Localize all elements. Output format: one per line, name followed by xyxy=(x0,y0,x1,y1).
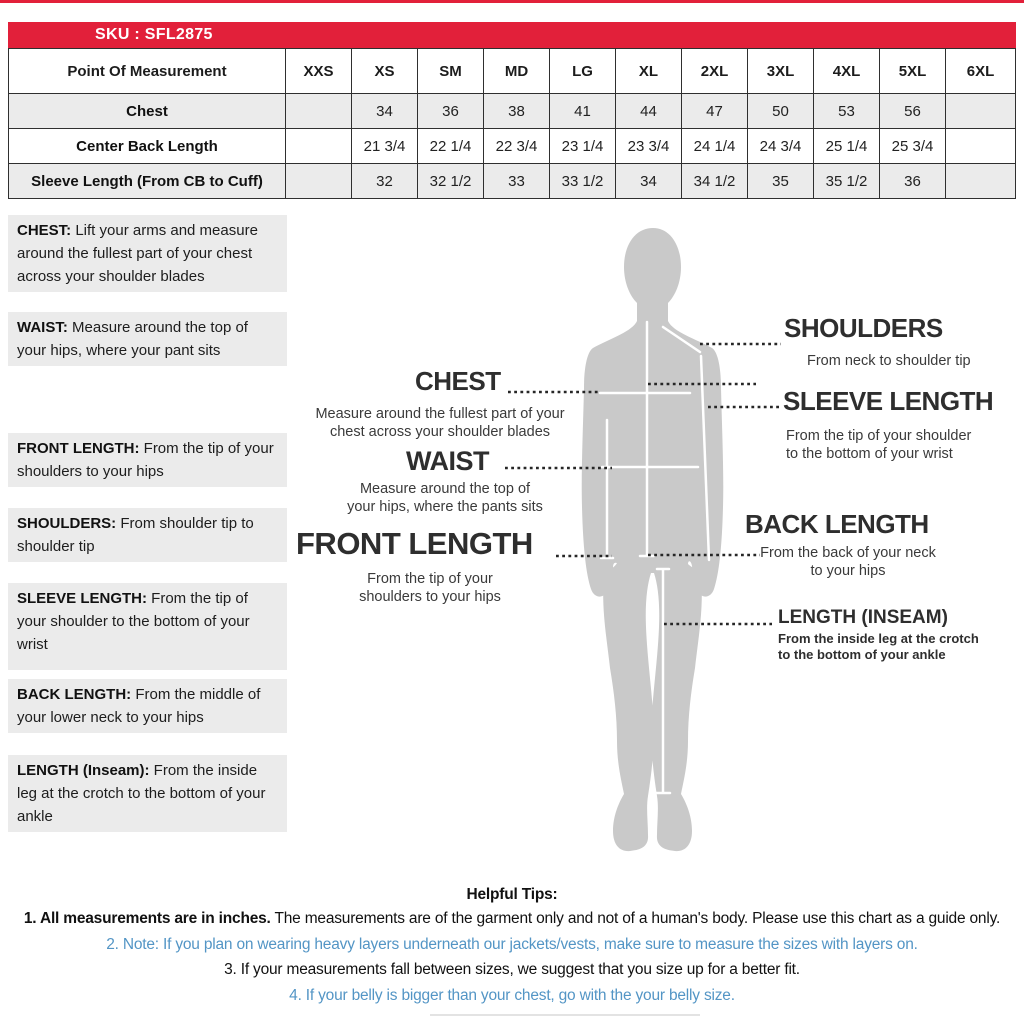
column-header-point-of-measurement: Point Of Measurement xyxy=(9,49,286,94)
definition-term: SLEEVE LENGTH: xyxy=(17,590,148,607)
diagram-desc-line: From the tip of your shoulder xyxy=(786,428,972,444)
value-cell: 36 xyxy=(880,164,946,199)
helpful-tips xyxy=(0,883,1024,1008)
definition-block xyxy=(8,215,287,292)
diagram-desc-length-inseam xyxy=(778,631,979,662)
definition-term: CHEST: xyxy=(17,222,72,239)
definition-term: BACK LENGTH: xyxy=(17,686,132,703)
column-header-size-5xl: 5XL xyxy=(880,49,946,94)
tip-item: 4. If your belly is bigger than your chest, go with the your belly size. xyxy=(289,986,735,1004)
value-cell: 23 3/4 xyxy=(616,129,682,164)
definition-block xyxy=(8,679,287,733)
row-label: Sleeve Length (From CB to Cuff) xyxy=(9,164,286,199)
column-header-size-xxs: XXS xyxy=(286,49,352,94)
diagram-desc-line: From the inside leg at the crotch xyxy=(778,631,979,646)
bottom-divider xyxy=(430,1014,700,1016)
value-cell: 34 xyxy=(352,94,418,129)
diagram-desc-line: From the tip of your xyxy=(367,571,493,587)
diagram-label-back-length: BACK LENGTH xyxy=(745,509,929,539)
definition-text: Measure around the top of your hips, where your pant sits xyxy=(17,319,248,359)
value-cell: 25 1/4 xyxy=(814,129,880,164)
value-cell: 35 1/2 xyxy=(814,164,880,199)
sku-bar xyxy=(8,22,1016,48)
column-header-size-3xl: 3XL xyxy=(748,49,814,94)
value-cell: 21 3/4 xyxy=(352,129,418,164)
diagram-desc-chest xyxy=(314,406,566,441)
definition-term: WAIST: xyxy=(17,319,68,336)
diagram-desc-waist xyxy=(330,481,560,516)
value-cell: 33 1/2 xyxy=(550,164,616,199)
row-label: Center Back Length xyxy=(9,129,286,164)
row-label: Chest xyxy=(9,94,286,129)
table-header-row xyxy=(9,49,1016,94)
value-cell xyxy=(946,94,1016,129)
tips-heading: Helpful Tips: xyxy=(466,886,558,903)
definition-block xyxy=(8,583,287,670)
definition-term: SHOULDERS: xyxy=(17,515,117,532)
value-cell: 22 3/4 xyxy=(484,129,550,164)
definition-text: From shoulder tip to shoulder tip xyxy=(17,515,254,555)
definition-block xyxy=(8,433,287,487)
diagram-desc-line: Measure around the top of xyxy=(359,481,531,497)
value-cell: 32 1/2 xyxy=(418,164,484,199)
definition-term: FRONT LENGTH: xyxy=(17,440,140,457)
definition-text: From the inside leg at the crotch to the bottom of your ankle xyxy=(17,762,266,825)
definition-block xyxy=(8,312,287,366)
diagram-desc-line: chest across your shoulder blades xyxy=(329,423,551,440)
tip-item: 3. If your measurements fall between sizes, we suggest that you size up for a better fit. xyxy=(224,961,800,978)
value-cell: 50 xyxy=(748,94,814,129)
body-silhouette-icon xyxy=(582,228,724,851)
column-header-size-lg: LG xyxy=(550,49,616,94)
definition-text: From the middle of your lower neck to your hips xyxy=(17,686,261,726)
front-length-line xyxy=(601,420,613,558)
diagram-desc-line: to the bottom of your wrist xyxy=(786,445,953,462)
value-cell: 25 3/4 xyxy=(880,129,946,164)
value-cell: 47 xyxy=(682,94,748,129)
value-cell: 34 1/2 xyxy=(682,164,748,199)
column-header-size-2xl: 2XL xyxy=(682,49,748,94)
neck-to-shoulder-line xyxy=(663,327,700,352)
tips-list xyxy=(0,906,1024,1008)
column-header-size-xl: XL xyxy=(616,49,682,94)
value-cell xyxy=(946,129,1016,164)
diagram-desc-line: Measure around the fullest part of your xyxy=(315,406,565,422)
definition-text: From the tip of your shoulders to your hips xyxy=(17,440,274,480)
value-cell: 53 xyxy=(814,94,880,129)
value-cell: 23 1/4 xyxy=(550,129,616,164)
tip-item xyxy=(0,906,1024,932)
diagram-desc-line: shoulders to your hips xyxy=(359,588,501,605)
diagram-label-shoulders: SHOULDERS xyxy=(784,313,943,343)
value-cell xyxy=(946,164,1016,199)
diagram-label-sleeve-length: SLEEVE LENGTH xyxy=(783,386,994,416)
definition-text: From the tip of your shoulder to the bottom of your wrist xyxy=(17,590,250,653)
value-cell: 36 xyxy=(418,94,484,129)
value-cell: 24 1/4 xyxy=(682,129,748,164)
table-head xyxy=(9,49,1016,94)
value-cell: 32 xyxy=(352,164,418,199)
diagram-label-waist: WAIST xyxy=(406,446,489,476)
diagram-desc-line: your hips, where the pants sits xyxy=(347,498,543,515)
table-row xyxy=(9,129,1016,164)
diagram-desc-front-length xyxy=(315,571,545,606)
inseam-line xyxy=(656,569,670,793)
value-cell: 56 xyxy=(880,94,946,129)
tip-text: The measurements are of the garment only and not of a human's body. Please use this chart as a guide only. xyxy=(270,910,1001,927)
sku-label: SKU : SFL2875 xyxy=(95,26,213,43)
table-body xyxy=(9,94,1016,199)
diagram-desc-shoulders xyxy=(807,353,971,371)
diagram-desc-back-length xyxy=(748,545,948,580)
value-cell: 24 3/4 xyxy=(748,129,814,164)
diagram-desc-line: From the back of your neck xyxy=(760,545,936,561)
definition-term: LENGTH (Inseam): xyxy=(17,762,150,779)
definition-block xyxy=(8,508,287,562)
value-cell: 41 xyxy=(550,94,616,129)
diagram-label-length-inseam: LENGTH (INSEAM) xyxy=(778,607,948,628)
diagram-desc-line: to the bottom of your ankle xyxy=(778,646,946,662)
top-accent-strip xyxy=(0,0,1024,3)
diagram-label-chest: CHEST xyxy=(415,366,501,396)
column-header-size-6xl: 6XL xyxy=(946,49,1016,94)
definition-text: Lift your arms and measure around the fullest part of your chest across your shoulder blades xyxy=(17,222,258,285)
value-cell: 44 xyxy=(616,94,682,129)
definition-block xyxy=(8,755,287,832)
size-chart-table xyxy=(8,48,1016,199)
value-cell xyxy=(286,164,352,199)
diagram-desc-sleeve-length xyxy=(786,428,971,463)
center-front-line xyxy=(640,322,654,556)
value-cell: 38 xyxy=(484,94,550,129)
value-cell: 33 xyxy=(484,164,550,199)
value-cell: 35 xyxy=(748,164,814,199)
value-cell: 34 xyxy=(616,164,682,199)
sleeve-arm-line xyxy=(701,356,709,560)
column-header-size-4xl: 4XL xyxy=(814,49,880,94)
column-header-size-xs: XS xyxy=(352,49,418,94)
value-cell: 22 1/4 xyxy=(418,129,484,164)
table-row xyxy=(9,94,1016,129)
diagram-label-front-length: FRONT LENGTH xyxy=(296,526,533,561)
diagram-desc-line: to your hips xyxy=(810,562,886,579)
diagram-desc-line: From neck to shoulder tip xyxy=(807,353,971,369)
column-header-size-sm: SM xyxy=(418,49,484,94)
value-cell xyxy=(286,129,352,164)
table-row xyxy=(9,164,1016,199)
column-header-size-md: MD xyxy=(484,49,550,94)
value-cell xyxy=(286,94,352,129)
tip-item: 2. Note: If you plan on wearing heavy layers underneath our jackets/vests, make sure to measure the sizes with layers on. xyxy=(106,935,918,953)
tip-bold-text: 1. All measurements are in inches. xyxy=(23,910,271,927)
